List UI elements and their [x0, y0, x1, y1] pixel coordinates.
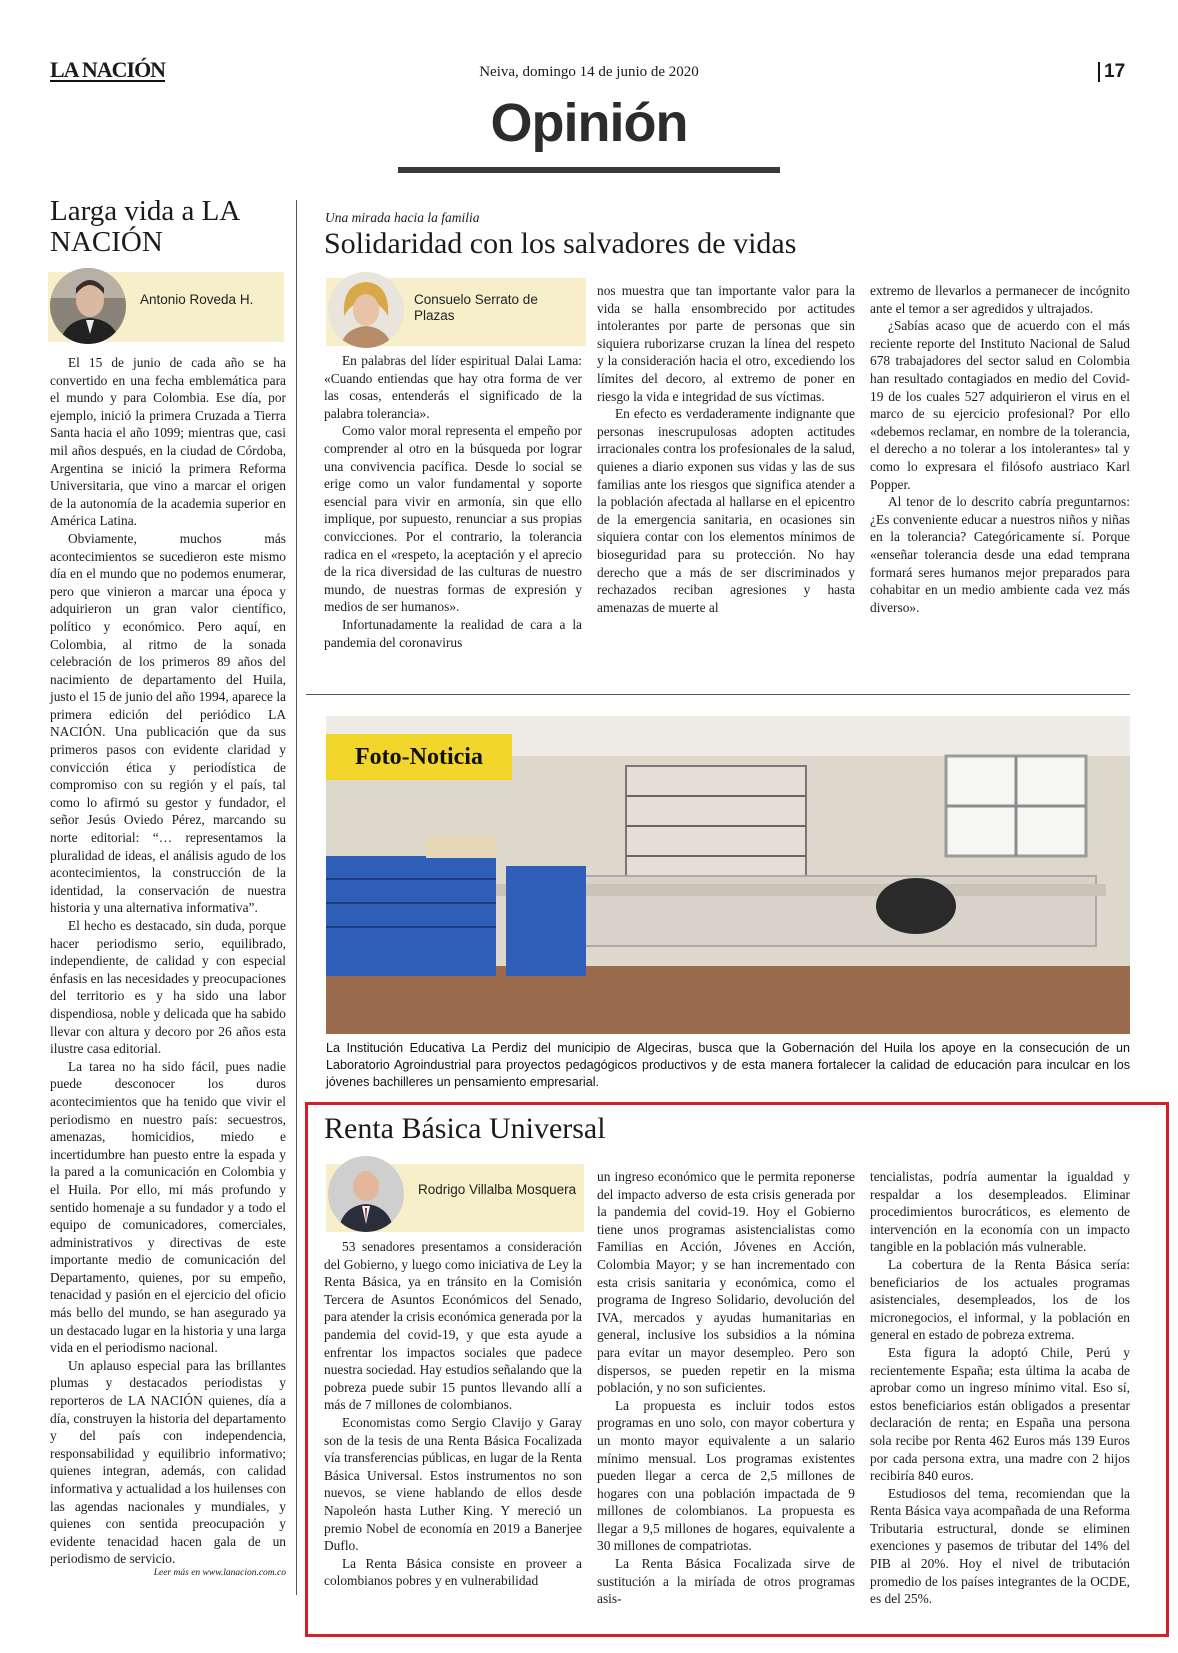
section-title: Opinión — [490, 93, 688, 153]
article1-author-box — [48, 272, 284, 342]
paragraph: Economistas como Sergio Clavijo y Garay son de la tesis de una Renta Básica Focalizada vía transferencias públicas, en lugar de la Renta Básica Universal. Estos instrumentos no son nuevos, se viene hablando de ellos desde Napoleón hasta Luther King. Y mereció un premio Nobel de economía en 2019 a Banerjee Duflo. — [324, 1414, 582, 1554]
article1-body — [50, 354, 286, 1568]
read-more-link[interactable]: Leer más en www.lanacion.com.co — [153, 1568, 286, 1578]
article2-col1 — [324, 352, 582, 651]
article2-author-photo — [328, 272, 404, 348]
paragraph: Obviamente, muchos más acontecimientos se sucedieron este mismo día en el mundo que no podemos enumerar, pero que vinieron a marcar una época y adquirieron un gran valor científico, político y económico. Pero aquí, en Colombia, al ritmo de la sonada celebración de los primeros 89 años del nacimiento de departamento del Huila, justo el 15 de junio del año 1994, aparece la primera edición del periódico LA NACIÓN. Una publicación que da sus primeros pasos con evidente claridad y convicción ética y periodística de compromiso con su región y el país, tal como lo afirmó su gestor y fundador, el señor Jesús Oviedo Pérez, marcando su norte editorial: “… representamos la pluralidad de ideas, el análisis agudo de los acontecimientos, la construcción de la identidad, la conservación de nuestra historia y una alternativa informativa”. — [50, 530, 286, 916]
paragraph: 53 senadores presentamos a consideración del Gobierno, y luego como iniciativa de Ley la Renta Básica, ya en tránsito en la Comisión Tercera de Asuntos Económicos del Senado, para atender la crisis económica generada por la pandemia del covid-19, y que esta ayude a enfrentar los impactos sociales que padece nuestra sociedad. Hay estudios señalando que la pobreza puede subir 15 puntos llevando allí a más de 7 millones de colombianos. — [324, 1239, 582, 1413]
paragraph: Infortunadamente la realidad de cara a la pandemia del coronavirus — [324, 616, 582, 650]
article1-title: Larga vida a LA NACIÓN — [50, 195, 239, 259]
article2-col2 — [597, 282, 855, 616]
paragraph: Esta figura la adoptó Chile, Perú y recientemente España; esta última la acaba de aprobar como un ingreso mínimo vital. Eso sí, estos beneficiarios están obligados a presentar declaración de renta; en España una persona sola recibe por Renta 462 Euros más 139 Euros por cada persona extra, una madre con 2 hijos recibiría 840 euros. — [870, 1344, 1130, 1484]
paragraph: En palabras del líder espiritual Dalai Lama: «Cuando entiendas que hay otra forma de ver las cosas, entenderás el significado de la palabra tolerancia». — [324, 353, 582, 421]
article3-title: Renta Básica Universal — [324, 1112, 606, 1145]
paragraph: La Renta Básica Focalizada sirve de sustitución a la miríada de otros programas asis- — [597, 1556, 855, 1607]
article3-author-name: Rodrigo Villalba Mosquera — [418, 1182, 577, 1197]
horizontal-divider — [306, 694, 1130, 695]
paragraph: tencialistas, podría aumentar la igualdad y respaldar a los desempleados. Eliminar procedimientos burocráticos, es elemento de intervención en la economía con un impacto tangible en la población más vulnerable. — [870, 1169, 1130, 1255]
paragraph: El 15 de junio de cada año se ha convertido en una fecha emblemática para el mundo y para Colombia. Ese día, por ejemplo, inició la primera Cruzada a Tierra Santa hacia el año 1099; mientras que, casi mil años después, en la ciudad de Córdoba, Argentina se inició la primera Reforma Universitaria, que vino a marcar el origen de la autonomía de la academia superior en América Latina. — [50, 355, 286, 529]
paragraph: Al tenor de lo descrito cabría preguntarnos: ¿Es conveniente educar a nuestros niños y niñas en la tolerancia? Categóricamente sí. Porque «enseñar tolerancia desde una edad temprana formará seres humanos mejor preparados para cohabitar en un medio ambiente cada vez más diverso». — [870, 494, 1130, 615]
paragraph: La cobertura de la Renta Básica sería: beneficiarios de los actuales programas asistenciales, desempleados, los de los micronegocios, el informal, y la población en general en estado de pobreza extrema. — [870, 1256, 1130, 1343]
article2-title: Solidaridad con los salvadores de vidas — [324, 227, 797, 260]
date-line: Neiva, domingo 14 de junio de 2020 — [479, 64, 699, 80]
paragraph: La propuesta es incluir todos estos programas en uno solo, con mayor cobertura y un monto mayor equivalente a un salario mínimo mensual. Los programas existentes pueden llegar a cerca de 2,5 millones de hogares con una población impactada de 9 millones de colombianos. La propuesta es llegar a 9,5 millones de hogares, equivalente a 30 millones de compatriotas. — [597, 1397, 855, 1554]
article3-author-box — [326, 1164, 584, 1232]
article1-author-name: Antonio Roveda H. — [140, 292, 254, 307]
article2-kicker: Una mirada hacia la familia — [325, 210, 480, 225]
photo-caption: La Institución Educativa La Perdiz del municipio de Algeciras, busca que la Gobernación del Huila los apoye en la consecución de un Laboratorio Agroindustrial para proyectos pedagógicos productivos y de esta manera fortalecer la calidad de educación para inculcar en los jóvenes bachilleres un pensamiento empresarial. — [326, 1041, 1130, 1089]
paragraph: La Renta Básica consiste en proveer a colombianos pobres y en vulnerabilidad — [324, 1555, 582, 1589]
article3-author-photo — [328, 1156, 404, 1232]
paragraph: Como valor moral representa el empeño por comprender al otro en la búsqueda por lograr una convivencia pacífica. Desde lo social se erige como un valor fundamental y soporte esencial para vivir en armonía, sin que ello implique, por supuesto, renunciar a sus propias convicciones. Por el contrario, la tolerancia radica en el «respeto, la aceptación y el aprecio de la rica diversidad de las culturas de nuestro mundo, de nuestras formas de expresión y medios de ser humanos». — [324, 423, 582, 615]
paragraph: ¿Sabías acaso que de acuerdo con el más reciente reporte del Instituto Nacional de Salud 678 trabajadores del sector salud en Colombia han resultado contagiados en medio del Covid-19 de los cuales 527 adquirieron el virus en el marco de su ejercicio profesional? Por ello «debemos reclamar, en nombre de la tolerancia, el derecho a no tolerar a los intolerantes» tal y como lo expresara el filósofo austriaco Karl Popper. — [870, 318, 1130, 492]
section-rule — [398, 167, 780, 173]
paragraph: extremo de llevarlos a permanecer de incógnito ante el temor a ser agredidos y ultrajados. — [870, 283, 1130, 316]
article3-col2 — [597, 1168, 855, 1608]
column-divider — [296, 200, 297, 1595]
paragraph: En efecto es verdaderamente indignante que personas inescrupulosas adopten actitudes irracionales contra los profesionales de la salud, quienes a diario exponen sus vidas y las de sus familias ante los riesgos que significa atender a la población afectada al hallarse en el epicentro de la emergencia sanitaria, en ocasiones sin siquiera contar con los elementos mínimos de bioseguridad para su protección. No hay derecho que a más de ser discriminados y rechazados reciban agresiones y hasta amenazas de muerte al — [597, 406, 855, 615]
page-number: 17 — [1098, 62, 1125, 82]
paragraph: Un aplauso especial para las brillantes plumas y destacados periodistas y reporteros de LA NACIÓN quienes, día a día, construyen la historia del departamento y del país con independencia, responsabilidad y equilibrio informativo; quienes integran, además, con calidad informativa y actualidad a los huilenses con las agendas nacionales y mundiales, y quienes con sentida preocupación y evidente tenacidad hacen gala de un periodismo de servicio. — [50, 1357, 286, 1567]
paragraph: un ingreso económico que le permita reponerse del impacto adverso de esta crisis generada por la pandemia del covid-19. Hoy el Gobierno tiene unos programas asistencialistas como Familias en Acción, Jóvenes en Acción, Colombia Mayor; y se han incrementado con esta crisis sanitaria y económica, como el programa de Ingreso Solidario, devolución del IVA, mercados y ayudas humanitarias en general, inclusive los subsidios a la nómina para evitar un mayor desempleo. Pero son dispersos, se pueden repetir en la misma población, y no son suficientes. — [597, 1169, 855, 1396]
masthead-logo: LA NACIÓN — [50, 57, 166, 82]
paragraph: El hecho es destacado, sin duda, porque hacer periodismo serio, equilibrado, independiente, de calidad y con especial énfasis en las necesidades y preocupaciones del territorio es y ha sido una labor dispendiosa, noble y delicada que ha sabido llevar con altura y decoro por 26 años esta ilustre casa editorial. — [50, 918, 286, 1057]
article3-col1 — [324, 1238, 582, 1590]
article2-author-name: Consuelo Serrato de Plazas — [414, 292, 538, 323]
photo-news-label: Foto-Noticia — [326, 734, 512, 780]
paragraph: La tarea no ha sido fácil, pues nadie puede desconocer los duros acontecimientos que ha tenido que vivir el periodismo en nuestro país: secuestros, amenazas, homicidios, miedo e incertidumbre han puesto entre la espada y la pared a la comunicación en Colombia y el Huila. Por ello, mi más profundo y sentido homenaje a su fundador y a todo el equipo de comunicadores, comerciales, administrativos y directivas de este importante medio de comunicación del Departamento, quienes, por su empeño, tenacidad y pasión en el ejercicio del oficio más bello del mundo, se han asegurado ya un destacado lugar en la historia y una larga vida en el periodismo nacional. — [50, 1058, 286, 1356]
article1-author-photo — [50, 268, 126, 344]
article3-col3 — [870, 1168, 1130, 1608]
article2-col3 — [870, 282, 1130, 616]
paragraph: nos muestra que tan importante valor para la vida se halla ensombrecido por actitudes intolerantes por parte de personas que sin siquiera ruborizarse cruzan la línea del respeto y la consideración hacia el otro, excediendo los límites del decoro, al extremo de poner en riesgo la vida e integridad de sus víctimas. — [597, 283, 855, 404]
paragraph: Estudiosos del tema, recomiendan que la Renta Básica vaya acompañada de una Reforma Tributaria estructural, donde se eliminen exenciones y pasemos de tributar del 14% del PIB al 20%. Hoy el nivel de tributación promedio de los países integrantes de la OCDE, es del 25%. — [870, 1485, 1130, 1607]
article2-author-box — [326, 278, 586, 346]
